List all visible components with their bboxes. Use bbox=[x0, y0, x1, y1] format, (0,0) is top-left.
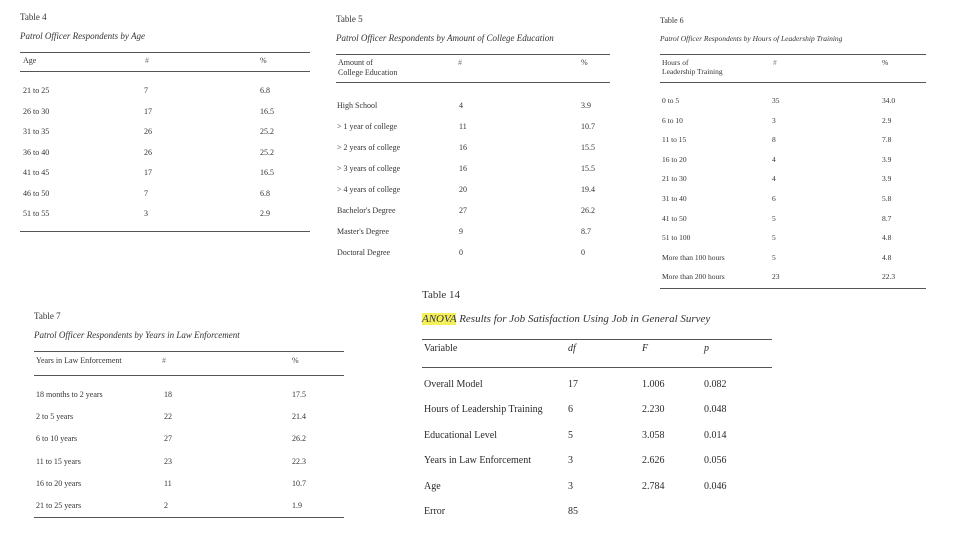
table-cell: 34.0 bbox=[882, 96, 896, 105]
table-cell: 2.230 bbox=[642, 404, 665, 416]
table-cell: 51 to 100 bbox=[662, 233, 691, 243]
table-cell: High School bbox=[337, 101, 378, 110]
table-cell: Error bbox=[424, 506, 446, 517]
table-cell: 21 to 30 bbox=[662, 174, 687, 184]
table-cell: 6.8 bbox=[260, 188, 270, 198]
table-6-top-rule bbox=[660, 54, 926, 55]
table-4-header-count: # bbox=[145, 56, 149, 65]
table-cell: 46 to 50 bbox=[23, 188, 50, 198]
table-14-top-rule bbox=[422, 339, 772, 340]
table-4-header-pct: % bbox=[260, 56, 267, 65]
table-cell: 15.5 bbox=[581, 143, 595, 152]
table-cell: 3.9 bbox=[581, 101, 591, 110]
table-7-number: Table 7 bbox=[34, 311, 61, 321]
table-cell: 17 bbox=[144, 106, 152, 116]
table-cell: 3 bbox=[568, 480, 573, 492]
table-cell: 85 bbox=[568, 506, 578, 517]
table-cell: Overall Model bbox=[424, 379, 483, 390]
table-5-top-rule bbox=[336, 54, 610, 55]
table-cell: 9 bbox=[459, 227, 463, 236]
table-cell: Hours of Leadership Training bbox=[424, 404, 543, 416]
table-4-number: Table 4 bbox=[20, 12, 47, 22]
table-cell: 7.8 bbox=[882, 135, 892, 145]
table-cell: 21 to 25 bbox=[23, 86, 50, 95]
table-cell: 5.8 bbox=[882, 194, 892, 203]
table-cell: 21.4 bbox=[292, 412, 306, 422]
table-cell: 6 to 10 years bbox=[36, 434, 78, 444]
table-cell: 1.006 bbox=[642, 379, 665, 390]
table-cell: 19.4 bbox=[581, 185, 595, 194]
table-cell: 23 bbox=[772, 272, 780, 282]
table-cell: 26.2 bbox=[581, 206, 595, 215]
table-cell: 11 bbox=[164, 478, 172, 488]
table-cell: 2.9 bbox=[882, 115, 892, 125]
table-cell: 5 bbox=[772, 233, 776, 243]
table-cell: 6 to 10 bbox=[662, 115, 683, 125]
table-6 bbox=[660, 16, 926, 290]
table-cell: 4.8 bbox=[882, 233, 892, 243]
table-cell: Bachelor's Degree bbox=[337, 206, 396, 215]
table-7-header-pct: % bbox=[292, 356, 299, 365]
table-cell: 21 to 25 years bbox=[36, 501, 82, 510]
table-6-header-line1: Hours of bbox=[662, 58, 689, 67]
table-7 bbox=[34, 311, 344, 523]
table-cell: 16 to 20 years bbox=[36, 478, 82, 488]
table-cell: 1.9 bbox=[292, 501, 302, 510]
table-5-header-rule bbox=[336, 82, 610, 83]
table-cell: 18 bbox=[164, 390, 172, 399]
table-5-header-pct: % bbox=[581, 58, 588, 67]
table-4-bottom-rule bbox=[20, 231, 310, 232]
table-cell: 7 bbox=[144, 86, 148, 95]
table-cell: 2 bbox=[164, 501, 168, 510]
table-cell: > 3 years of college bbox=[337, 164, 401, 173]
table-cell: 51 to 55 bbox=[23, 209, 50, 218]
table-cell: 11 bbox=[459, 122, 467, 131]
table-cell: 3 bbox=[568, 455, 573, 467]
table-cell: 22.3 bbox=[882, 272, 896, 282]
table-cell: 6 bbox=[772, 194, 776, 203]
table-7-top-rule bbox=[34, 351, 344, 352]
table-cell: 11 to 15 bbox=[662, 135, 687, 145]
table-cell: 26 to 30 bbox=[23, 106, 50, 116]
table-cell: 4.8 bbox=[882, 252, 892, 262]
table-cell: 8 bbox=[772, 135, 776, 145]
table-7-header-count: # bbox=[162, 356, 166, 365]
table-cell: 16.5 bbox=[260, 168, 274, 177]
table-cell: 26.2 bbox=[292, 434, 306, 444]
table-14-title-rest: Results for Job Satisfaction Using Job in General Survey bbox=[456, 313, 711, 325]
table-cell: 16 bbox=[459, 143, 467, 152]
table-cell: 8.7 bbox=[882, 213, 892, 223]
table-14-title-highlight: ANOVA bbox=[422, 313, 457, 325]
table-cell: 25.2 bbox=[260, 127, 274, 136]
table-cell: More than 100 hours bbox=[662, 252, 725, 262]
table-14-header-variable: Variable bbox=[424, 343, 458, 354]
table-cell: 31 to 40 bbox=[662, 194, 687, 203]
table-cell: 31 to 35 bbox=[23, 127, 50, 136]
table-cell: 20 bbox=[459, 185, 467, 194]
table-6-header-line2: Leadership Training bbox=[662, 67, 723, 76]
table-cell: 36 to 40 bbox=[23, 147, 50, 157]
table-cell: More than 200 hours bbox=[662, 272, 725, 282]
table-cell: 0.082 bbox=[704, 379, 727, 390]
table-cell: 7 bbox=[144, 188, 148, 198]
table-cell: 6.8 bbox=[260, 86, 270, 95]
table-cell: 2 to 5 years bbox=[36, 412, 74, 422]
table-7-header-rule bbox=[34, 375, 344, 376]
table-cell: 0.048 bbox=[704, 404, 727, 416]
table-cell: 6 bbox=[568, 404, 573, 416]
table-cell: 27 bbox=[459, 206, 467, 215]
table-cell: 17 bbox=[144, 168, 152, 177]
table-7-header-years: Years in Law Enforcement bbox=[36, 356, 122, 365]
table-cell: 15.5 bbox=[581, 164, 595, 173]
table-4-header-rule bbox=[20, 71, 310, 72]
table-14-number: Table 14 bbox=[422, 289, 461, 301]
table-6-header-rule bbox=[660, 82, 926, 83]
table-cell: 0.046 bbox=[704, 480, 727, 492]
table-cell: Years in Law Enforcement bbox=[424, 455, 532, 467]
table-cell: > 4 years of college bbox=[337, 185, 401, 194]
table-cell: 0 to 5 bbox=[662, 96, 680, 105]
table-cell: 41 to 45 bbox=[23, 168, 50, 177]
table-14 bbox=[422, 289, 772, 534]
table-4 bbox=[20, 12, 310, 232]
table-6-header-pct: % bbox=[882, 58, 889, 67]
table-cell: 16.5 bbox=[260, 106, 274, 116]
table-cell: 0 bbox=[459, 248, 463, 257]
table-6-header-count: # bbox=[773, 58, 777, 67]
table-cell: 16 to 20 bbox=[662, 154, 687, 164]
table-cell: 18 months to 2 years bbox=[36, 390, 103, 399]
table-cell: 0 bbox=[581, 248, 585, 257]
table-cell: 35 bbox=[772, 96, 780, 105]
table-cell: 3 bbox=[144, 209, 148, 218]
table-cell: 3.9 bbox=[882, 154, 892, 164]
table-4-title: Patrol Officer Respondents by Age bbox=[20, 31, 145, 41]
table-cell: Educational Level bbox=[424, 429, 498, 441]
table-cell: 8.7 bbox=[581, 227, 591, 236]
table-cell: 0.056 bbox=[704, 455, 727, 467]
table-5-header-line1: Amount of bbox=[338, 58, 373, 67]
table-cell: 22 bbox=[164, 412, 172, 422]
table-cell: 3 bbox=[772, 115, 776, 125]
table-5-title: Patrol Officer Respondents by Amount of College Education bbox=[336, 33, 554, 43]
table-cell: 5 bbox=[772, 213, 776, 223]
table-cell: 26 bbox=[144, 127, 152, 136]
table-cell: 5 bbox=[772, 252, 776, 262]
table-cell: Doctoral Degree bbox=[337, 248, 391, 257]
table-14-header-rule bbox=[422, 367, 772, 368]
table-cell: 4 bbox=[772, 154, 776, 164]
table-cell: 0.014 bbox=[704, 429, 727, 441]
table-14-title bbox=[422, 313, 772, 325]
table-4-top-rule bbox=[20, 52, 310, 53]
table-7-title: Patrol Officer Respondents by Years in Law Enforcement bbox=[34, 330, 240, 340]
table-cell: 3.058 bbox=[642, 429, 665, 441]
table-cell: 5 bbox=[568, 429, 573, 441]
table-cell: 3.9 bbox=[882, 174, 892, 184]
table-6-number: Table 6 bbox=[660, 16, 684, 25]
table-5-header-line2: College Education bbox=[338, 68, 398, 77]
table-5-number: Table 5 bbox=[336, 14, 363, 24]
table-cell: Master's Degree bbox=[337, 227, 389, 236]
table-cell: 17 bbox=[568, 379, 578, 390]
table-4-header-age: Age bbox=[23, 56, 37, 65]
table-cell: Age bbox=[424, 480, 441, 492]
table-cell: 22.3 bbox=[292, 456, 306, 466]
table-5-header-count: # bbox=[458, 58, 462, 67]
table-cell: 2.9 bbox=[260, 209, 270, 218]
table-cell: 2.626 bbox=[642, 455, 665, 467]
table-14-header-p: p bbox=[704, 343, 709, 354]
table-cell: 25.2 bbox=[260, 147, 274, 157]
table-cell: 2.784 bbox=[642, 480, 665, 492]
table-cell: 4 bbox=[459, 101, 463, 110]
table-cell: 16 bbox=[459, 164, 467, 173]
table-5 bbox=[336, 14, 610, 269]
table-cell: 11 to 15 years bbox=[36, 456, 81, 466]
table-cell: 41 to 50 bbox=[662, 213, 687, 223]
table-cell: 10.7 bbox=[581, 122, 595, 131]
table-cell: 27 bbox=[164, 434, 172, 444]
table-cell: 4 bbox=[772, 174, 776, 184]
table-cell: > 1 year of college bbox=[337, 122, 398, 131]
table-14-header-f: F bbox=[642, 343, 649, 354]
table-14-header-df: df bbox=[568, 343, 576, 354]
table-cell: 26 bbox=[144, 147, 152, 157]
table-cell: > 2 years of college bbox=[337, 143, 401, 152]
table-6-title: Patrol Officer Respondents by Hours of Leadership Training bbox=[660, 34, 843, 43]
table-cell: 10.7 bbox=[292, 478, 306, 488]
table-7-bottom-rule bbox=[34, 517, 344, 518]
table-cell: 23 bbox=[164, 456, 172, 466]
table-cell: 17.5 bbox=[292, 390, 306, 399]
